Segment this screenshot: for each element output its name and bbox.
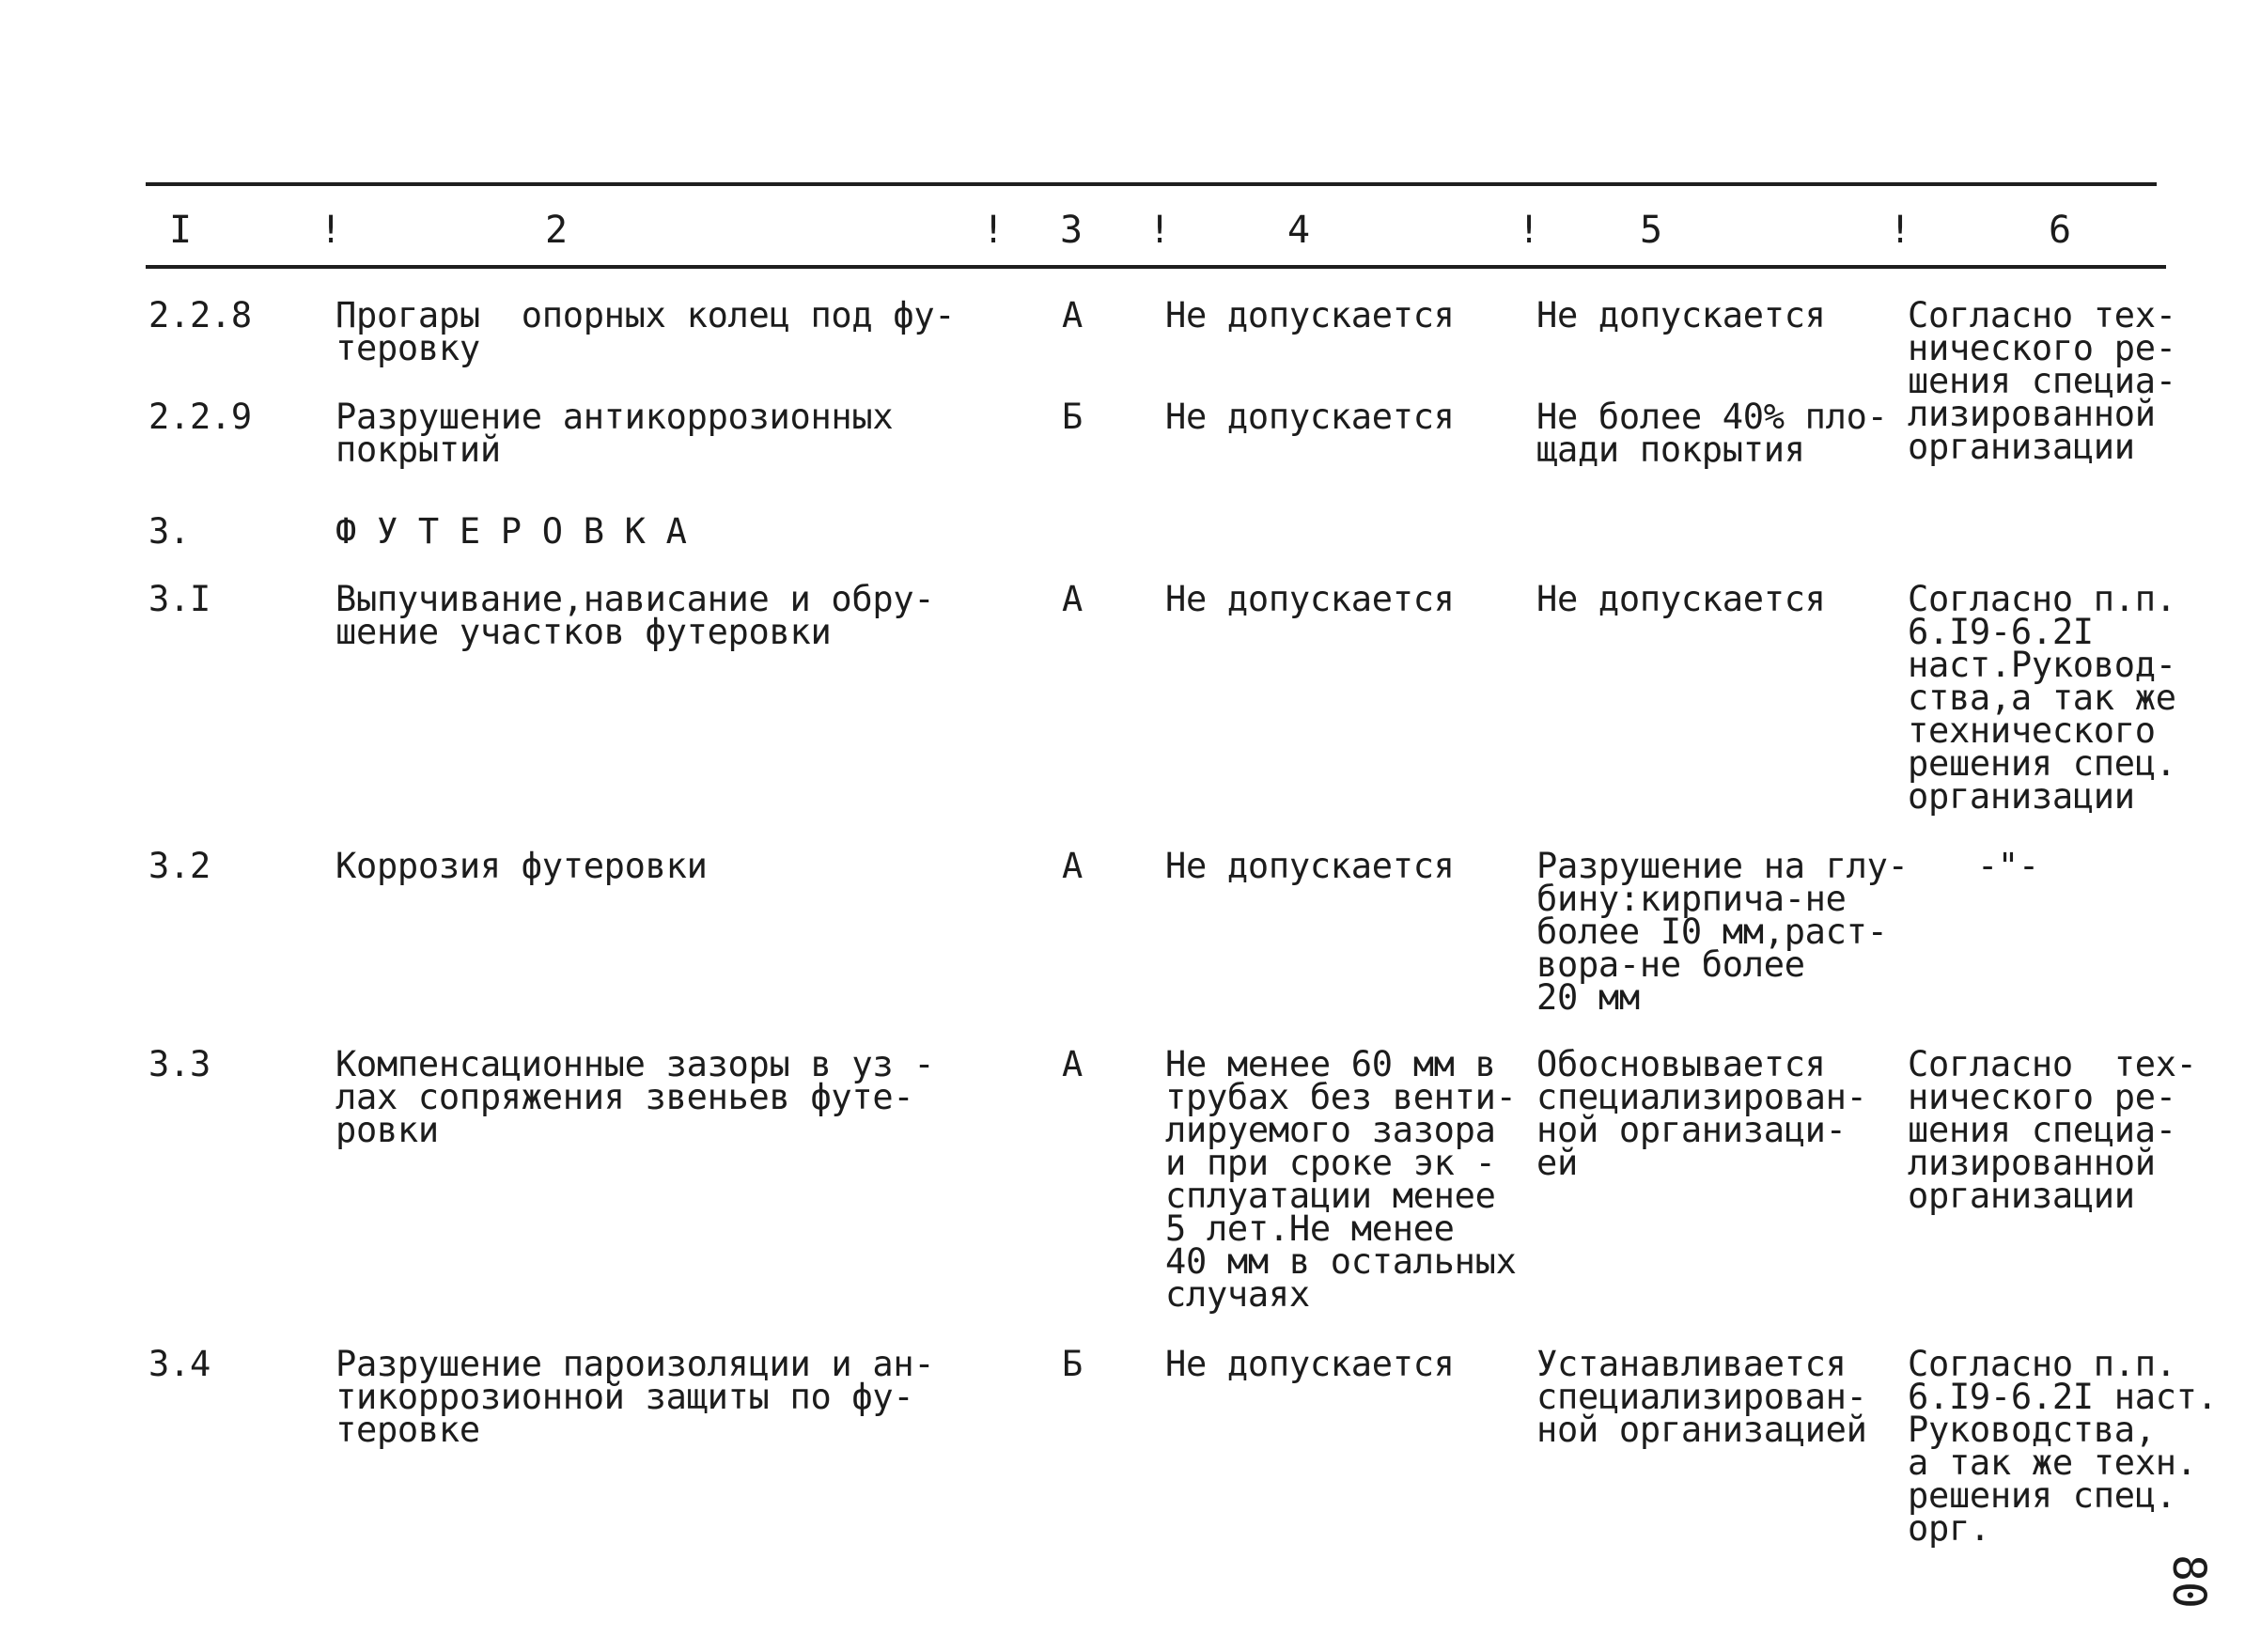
row-col4: Не допускается [1165,579,1455,619]
row-number: 3.I [148,579,210,619]
header-col-3: 3 [1060,209,1084,252]
header-col-4: 4 [1287,209,1311,252]
row-col6: Согласно тех- нического ре- шения специа- лизированной организации [1908,1044,2197,1216]
row-category: А [1062,1044,1083,1084]
row-col4: Не допускается [1165,295,1455,335]
row-number: 2.2.8 [148,295,252,335]
row-category: А [1062,295,1083,335]
header-bottom-rule [146,265,2166,269]
row-col6: Согласно тех- нического ре- шения специа- лизированной организации [1908,295,2176,467]
page-number: 80 [2161,1554,2215,1609]
header-col-2: 2 [545,209,569,252]
row-col5: Разрушение на глу- бину:кирпича-не более I0 мм,раст- вора-не более 20 мм [1536,846,1909,1018]
header-col-6: 6 [2049,209,2072,252]
row-col4: Не менее 60 мм в трубах без венти- лируемого зазора и при сроке эк - сплуатации менее 5 лет.Не менее 40 мм в остальных случаях [1165,1044,1517,1315]
section-title: Ф У Т Е Р О В К А [335,511,687,552]
row-description: Коррозия футеровки [335,846,708,886]
row-col4: Не допускается [1165,397,1455,437]
row-col6: Согласно п.п. 6.I9-6.2I наст.Руковод- ства,а так же технического решения спец. организации [1908,579,2176,817]
row-description: Прогары опорных колец под фу- теровку [335,295,956,368]
top-rule [146,182,2157,186]
header-sep: ! [1148,209,1172,252]
row-category: Б [1062,1344,1083,1384]
header-col-5: 5 [1640,209,1663,252]
row-description: Компенсационные зазоры в уз - лах сопряжения звеньев футе- ровки [335,1044,935,1150]
row-category: А [1062,579,1083,619]
row-col5: Обосновывается специализирован- ной организаци- ей [1536,1044,1867,1183]
row-col6: -"- [1936,846,2039,886]
row-description: Выпучивание,нависание и обру- шение участков футеровки [335,579,935,652]
row-description: Разрушение антикоррозионных покрытий [335,397,894,470]
row-number: 2.2.9 [148,397,252,437]
row-number: 3.2 [148,846,210,886]
header-sep: ! [1518,209,1541,252]
row-number: 3.4 [148,1344,210,1384]
header-sep: ! [320,209,343,252]
header-sep: ! [982,209,1006,252]
row-col6: Согласно п.п. 6.I9-6.2I наст. Руководства, а так же техн. решения спец. орг. [1908,1344,2218,1549]
section-number: 3. [148,511,190,552]
row-number: 3.3 [148,1044,210,1084]
row-col5: Не допускается [1536,579,1826,619]
header-sep: ! [1889,209,1912,252]
row-col5: Не более 40% пло- щади покрытия [1536,397,1888,470]
header-col-1: I [169,209,193,252]
row-col5: Устанавливается специализирован- ной организацией [1536,1344,1867,1450]
row-col5: Не допускается [1536,295,1826,335]
row-category: А [1062,846,1083,886]
row-category: Б [1062,397,1083,437]
row-description: Разрушение пароизоляции и ан- тикоррозионной защиты по фу- теровке [335,1344,935,1450]
row-col4: Не допускается [1165,846,1455,886]
row-col4: Не допускается [1165,1344,1455,1384]
